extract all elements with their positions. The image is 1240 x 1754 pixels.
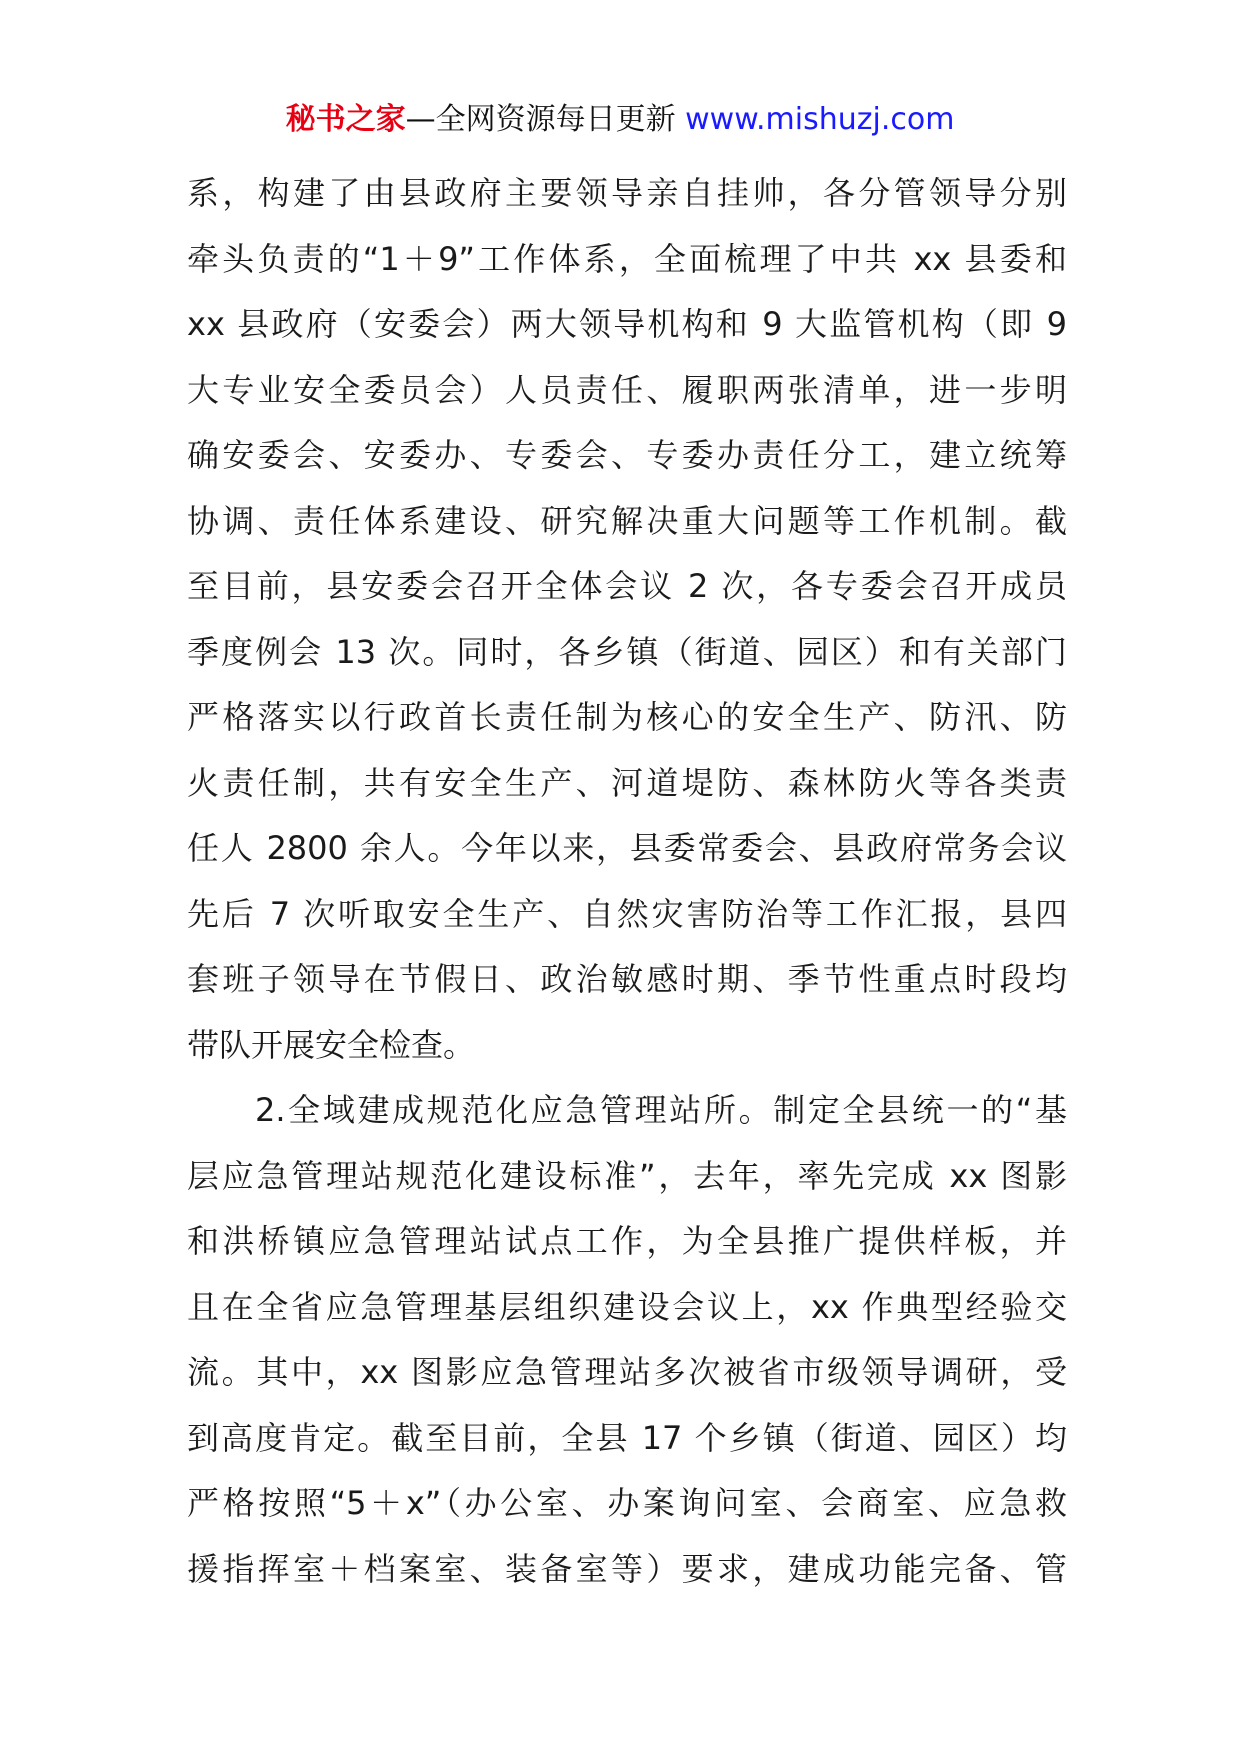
text-line: 和洪桥镇应急管理站试点工作，为全县推广提供样板，并	[187, 1222, 1067, 1260]
text-line: 2.全域建成规范化应急管理站所。制定全县统一的“基	[255, 1091, 1067, 1129]
site-url[interactable]: www.mishuzj.com	[685, 102, 955, 137]
text-line: 确安委会、安委办、专委会、专委办责任分工，建立统筹	[187, 436, 1067, 474]
document-body	[187, 161, 1067, 1602]
text-line: 流。其中，xx 图影应急管理站多次被省市级领导调研，受	[187, 1353, 1067, 1391]
text-line: 到高度肯定。截至目前，全县 17 个乡镇（街道、园区）均	[187, 1418, 1067, 1457]
paragraph	[187, 161, 1067, 1078]
text-line: 层应急管理站规范化建设标准”，去年，率先完成 xx 图影	[187, 1156, 1067, 1195]
text-line: 季度例会 13 次。同时，各乡镇（街道、园区）和有关部门	[187, 632, 1067, 671]
text-line: 至目前，县安委会召开全体会议 2 次，各专委会召开成员	[187, 567, 1067, 605]
text-line: 援指挥室＋档案室、装备室等）要求，建成功能完备、管	[187, 1549, 1067, 1588]
page-header	[0, 100, 1240, 140]
text-line: 牵头负责的“1＋9”工作体系，全面梳理了中共 xx 县委和	[187, 239, 1067, 278]
text-line: 且在全省应急管理基层组织建设会议上，xx 作典型经验交	[187, 1287, 1067, 1326]
text-line: xx 县政府（安委会）两大领导机构和 9 大监管机构（即 9	[187, 305, 1067, 343]
text-line: 系，构建了由县政府主要领导亲自挂帅，各分管领导分别	[187, 174, 1067, 212]
text-line: 协调、责任体系建设、研究解决重大问题等工作机制。截	[187, 501, 1067, 540]
text-line: 任人 2800 余人。今年以来，县委常委会、县政府常务会议	[187, 829, 1067, 867]
text-line: 大专业安全委员会）人员责任、履职两张清单，进一步明	[187, 370, 1067, 409]
paragraph	[187, 1078, 1067, 1602]
text-line: 严格落实以行政首长责任制为核心的安全生产、防汛、防	[187, 698, 1067, 736]
text-line: 火责任制，共有安全生产、河道堤防、森林防火等各类责	[187, 763, 1067, 802]
text-line: 带队开展安全检查。	[187, 1025, 476, 1064]
site-brand: 秘书之家	[285, 102, 406, 137]
text-line: 严格按照“5＋x”（办公室、办案询问室、会商室、应急救	[187, 1484, 1067, 1522]
site-tagline: —全网资源每日更新	[405, 102, 676, 137]
text-line: 套班子领导在节假日、政治敏感时期、季节性重点时段均	[187, 960, 1067, 998]
text-line: 先后 7 次听取安全生产、自然灾害防治等工作汇报，县四	[187, 894, 1067, 933]
